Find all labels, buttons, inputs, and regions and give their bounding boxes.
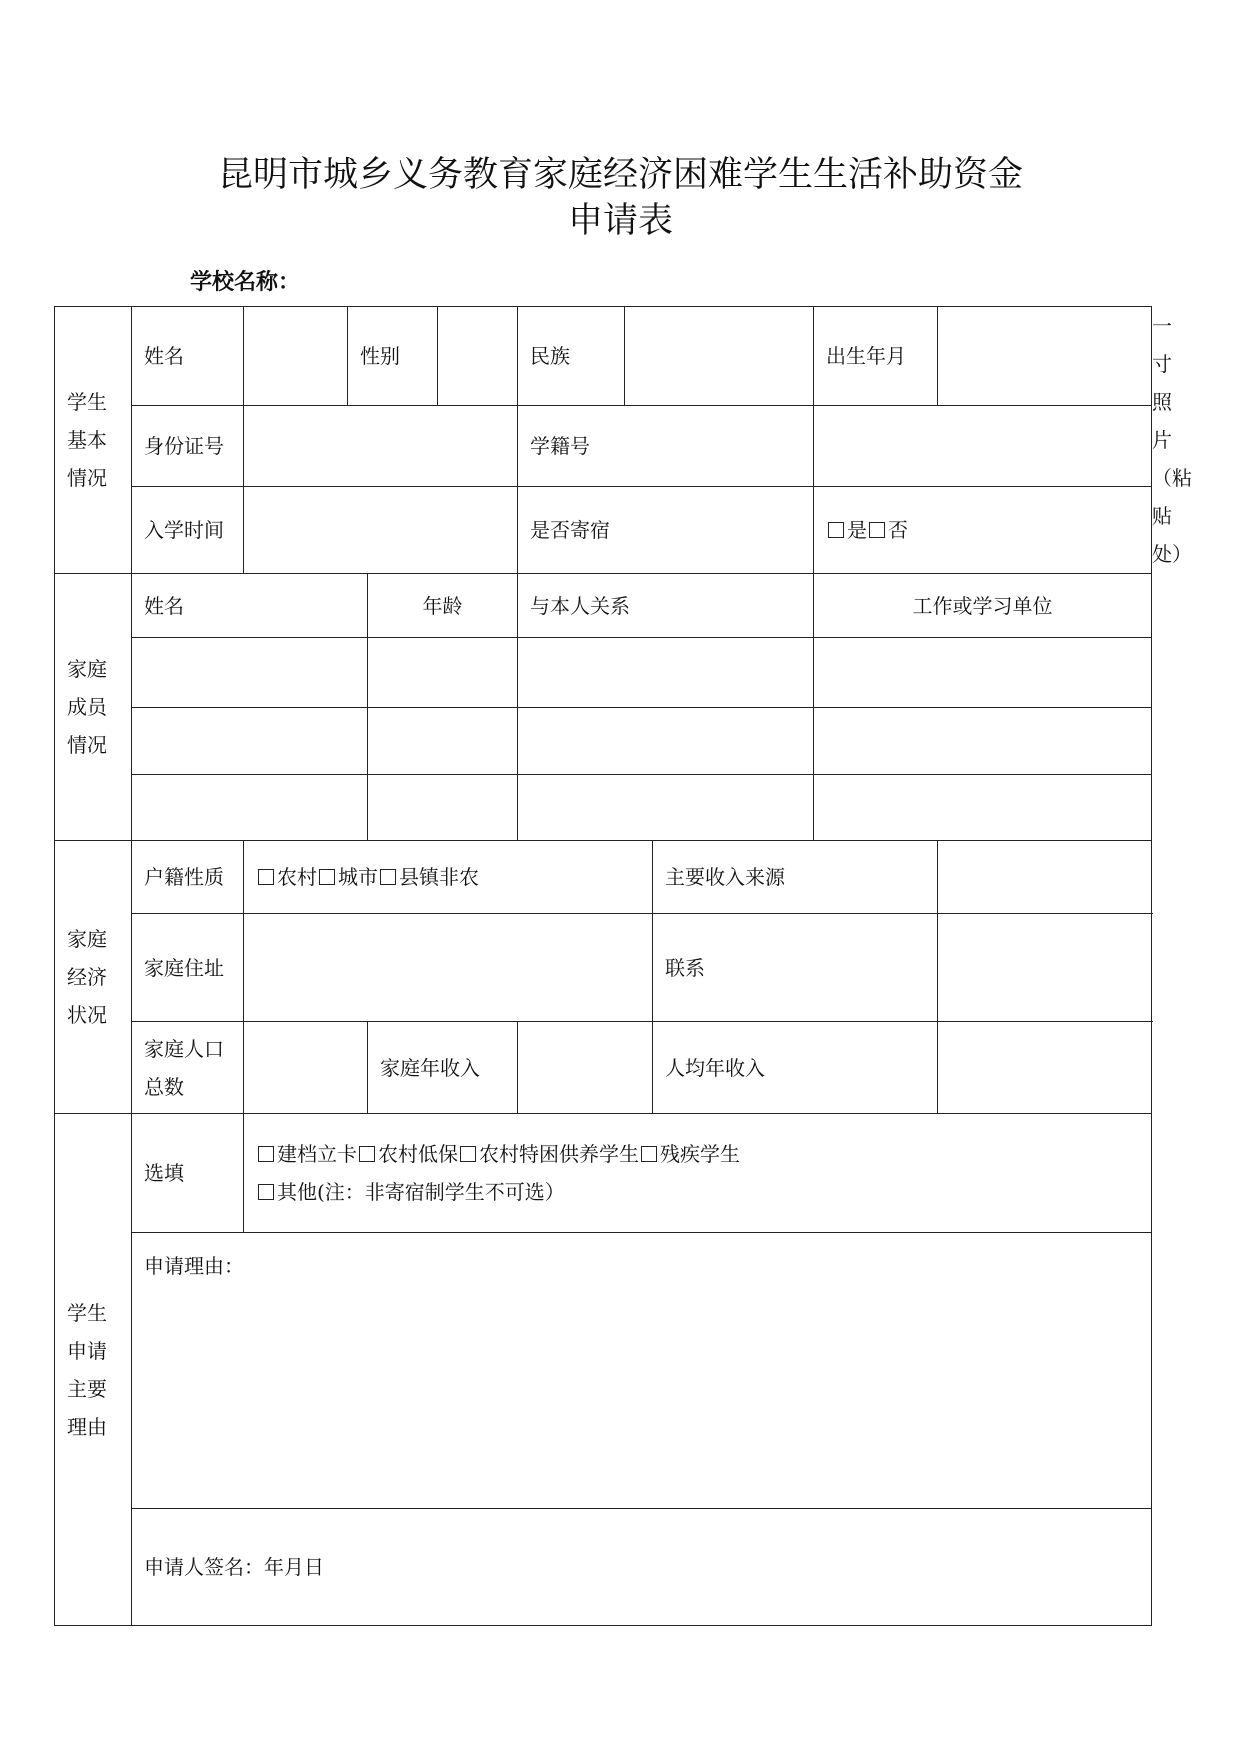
gender-label: 性别 xyxy=(348,307,438,406)
member-age-cell[interactable] xyxy=(368,638,518,708)
income-source-value[interactable] xyxy=(938,841,1152,914)
enroll-time-value[interactable] xyxy=(244,487,518,574)
basic-row-3 xyxy=(55,487,1152,574)
per-capita-value[interactable] xyxy=(938,1022,1152,1114)
basic-row-1: 学生 基本 情况 姓名 性别 民族 出生年月 一寸照片 （粘贴处） xyxy=(55,307,1152,406)
school-name-label: 学校名称： xyxy=(190,270,301,295)
reason-select-row xyxy=(55,1114,1152,1233)
form-subtitle: 申请表 xyxy=(567,201,673,241)
member-relation-header: 与本人关系 xyxy=(518,574,814,638)
member-relation-cell[interactable] xyxy=(518,638,814,708)
disabled-student-checkbox[interactable] xyxy=(641,1146,657,1162)
member-name-cell[interactable] xyxy=(132,775,368,841)
student-number-value[interactable] xyxy=(814,405,1152,487)
member-age-cell[interactable] xyxy=(368,775,518,841)
member-work-header: 工作或学习单位 xyxy=(814,574,1152,638)
household-rural-checkbox[interactable] xyxy=(258,869,274,885)
reason-text-area[interactable] xyxy=(132,1233,1152,1509)
boarding-label: 是否寄宿 xyxy=(518,487,814,574)
ethnicity-label: 民族 xyxy=(518,307,625,406)
section-application-reason: 学生 申请 主要 理由 xyxy=(55,1114,132,1626)
section-basic-info: 学生 基本 情况 xyxy=(55,307,132,574)
signature-cell[interactable] xyxy=(132,1509,1152,1626)
family-header-row xyxy=(55,574,1152,638)
reason-text-row xyxy=(55,1233,1152,1509)
signature-label: 申请人签名：年月日 xyxy=(144,1555,324,1579)
contact-value[interactable] xyxy=(938,914,1152,1022)
member-work-cell[interactable] xyxy=(814,708,1152,775)
member-work-cell[interactable] xyxy=(814,775,1152,841)
basic-row-2 xyxy=(55,405,1152,487)
address-label: 家庭住址 xyxy=(132,914,244,1022)
economy-row-1 xyxy=(55,841,1152,914)
member-work-cell[interactable] xyxy=(814,638,1152,708)
id-number-value[interactable] xyxy=(244,405,518,487)
section-family-economy: 家庭 经济 状况 xyxy=(55,841,132,1114)
poverty-registered-checkbox[interactable] xyxy=(258,1146,274,1162)
member-age-cell[interactable] xyxy=(368,708,518,775)
address-value[interactable] xyxy=(244,914,653,1022)
household-county-checkbox[interactable] xyxy=(380,869,396,885)
contact-label: 联系 xyxy=(653,914,938,1022)
population-label: 家庭人口 总数 xyxy=(132,1022,244,1114)
application-form-table xyxy=(54,306,1192,1626)
birth-label: 出生年月 xyxy=(814,307,938,406)
member-name-header: 姓名 xyxy=(132,574,368,638)
name-value[interactable] xyxy=(244,307,348,406)
name-label: 姓名 xyxy=(132,307,244,406)
rural-special-support-checkbox[interactable] xyxy=(460,1146,476,1162)
student-number-label: 学籍号 xyxy=(518,405,814,487)
member-name-cell[interactable] xyxy=(132,708,368,775)
other-checkbox[interactable] xyxy=(258,1184,274,1200)
household-city-checkbox[interactable] xyxy=(319,869,335,885)
select-options: 建档立卡 农村低保 农村特困供养学生 残疾学生 其他(注：非寄宿制学生不可选） xyxy=(244,1114,1152,1233)
family-member-row xyxy=(55,638,1152,708)
annual-income-label: 家庭年收入 xyxy=(368,1022,518,1114)
birth-value[interactable] xyxy=(938,307,1152,406)
family-member-row xyxy=(55,775,1152,841)
boarding-yes-checkbox[interactable] xyxy=(828,522,844,538)
economy-row-3 xyxy=(55,1022,1152,1114)
boarding-no-checkbox[interactable] xyxy=(869,522,885,538)
member-age-header: 年龄 xyxy=(368,574,518,638)
income-source-label: 主要收入来源 xyxy=(653,841,938,914)
boarding-options: 是 否 xyxy=(814,487,1152,574)
gender-value[interactable] xyxy=(438,307,518,406)
select-label: 选填 xyxy=(132,1114,244,1233)
household-label: 户籍性质 xyxy=(132,841,244,914)
ethnicity-value[interactable] xyxy=(625,307,814,406)
economy-row-2 xyxy=(55,914,1152,1022)
household-options: 农村 城市 县镇非农 xyxy=(244,841,653,914)
form-title: 昆明市城乡义务教育家庭经济困难学生生活补助资金 xyxy=(217,155,1023,195)
member-relation-cell[interactable] xyxy=(518,775,814,841)
annual-income-value[interactable] xyxy=(518,1022,653,1114)
reason-label: 申请理由： xyxy=(144,1254,244,1278)
family-member-row xyxy=(55,708,1152,775)
id-number-label: 身份证号 xyxy=(132,405,244,487)
population-value[interactable] xyxy=(244,1022,368,1114)
per-capita-label: 人均年收入 xyxy=(653,1022,938,1114)
section-family-members: 家庭 成员 情况 xyxy=(55,574,132,841)
enroll-time-label: 入学时间 xyxy=(132,487,244,574)
rural-subsistence-checkbox[interactable] xyxy=(359,1146,375,1162)
member-relation-cell[interactable] xyxy=(518,708,814,775)
member-name-cell[interactable] xyxy=(132,638,368,708)
signature-row xyxy=(55,1509,1152,1626)
